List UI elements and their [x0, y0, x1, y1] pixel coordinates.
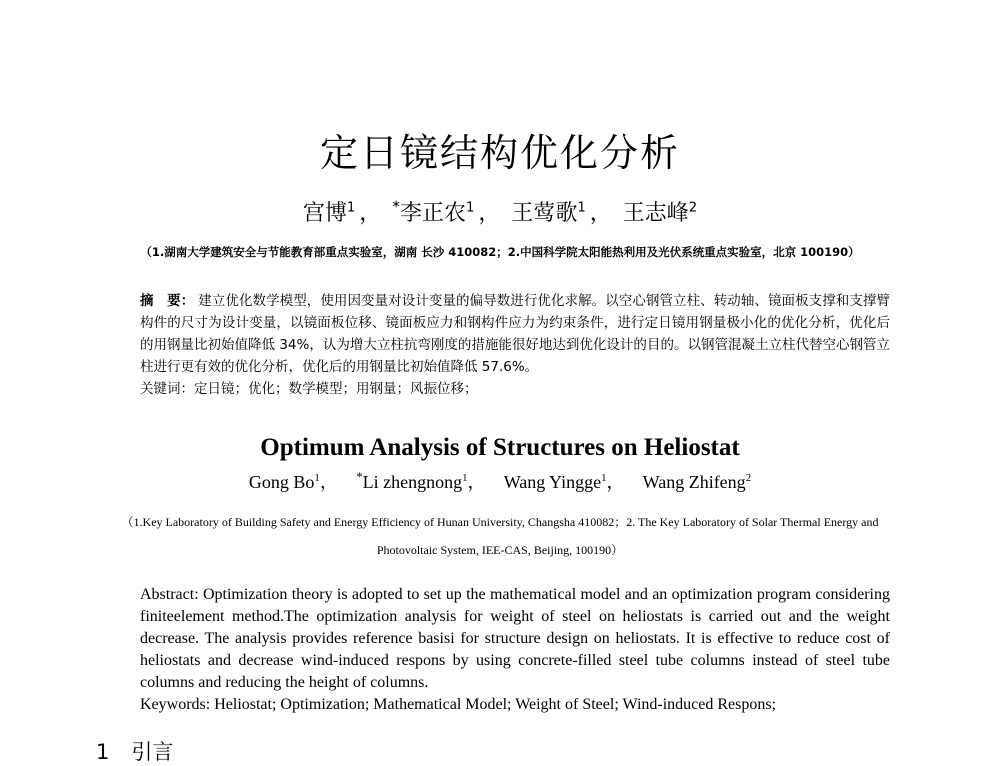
author-en-3: Wang Yingge$^1$ [503, 472, 607, 492]
affiliation-chinese: （1.湖南大学建筑安全与节能教育部重点实验室，湖南 长沙 410082；2.中国科学院太阳能热利用及光伏系统重点实验室，北京 100190） [140, 245, 860, 259]
authors-chinese: 宫博$^1$ ， *李正农$^1$ ， 王莺歌$^1$ ， 王志峰$^2$ [302, 197, 698, 226]
title-chinese: 定日镜结构优化分析 [319, 131, 680, 175]
affiliation-english [60, 508, 940, 564]
section-number: 1 [96, 740, 110, 764]
author-cn-4: 王志峰$^2$ [622, 200, 698, 226]
affiliation-en-line2: Photovoltaic System, IEE-CAS, Beijing, 100190） [376, 543, 624, 557]
author-en-2: *Li zhengnong$^1$ [356, 470, 468, 492]
author-cn-2: *李正农$^1$ [392, 197, 475, 226]
abstract-en-body: Abstract: Optimization theory is adopted to set up the mathematical model and an optimization program considering finiteelement method.The optimization analysis for weight of steel on heliostats is carried out and the weight decrease. The analysis provides reference basisi for structure design on heliostats. It is effective to reduce cost of heliostats and decrease wind-induced respons by using concrete-filled steel tube columns instead of steel tube columns and reducing the height of columns. [140, 586, 890, 691]
affiliation-en-line1: （1.Key Laboratory of Building Safety and Energy Efficiency of Hunan University, Changsha 410082；2. The Key Laboratory of Solar Thermal Energy and [121, 515, 879, 529]
section-title: 引言 [131, 740, 174, 764]
keywords-chinese: 关键词：定日镜；优化；数学模型；用钢量；风振位移； [140, 381, 478, 397]
author-en-1: Gong Bo$^1$ [248, 472, 320, 492]
keywords-english: Keywords: Heliostat; Optimization; Mathematical Model; Weight of Steel; Wind-induced Respons; [140, 696, 777, 713]
author-en-4: Wang Zhifeng$^2$ [642, 472, 752, 492]
title-english: Optimum Analysis of Structures on Heliostat [260, 434, 740, 461]
abstract-chinese [140, 290, 890, 400]
abstract-cn-body: 摘 要： 建立优化数学模型，使用因变量对设计变量的偏导数进行优化求解。以空心钢管立柱、转动轴、镜面板支撑和支撑臂构件的尺寸为设计变量，以镜面板位移、镜面板应力和钢构件应力为约束条件，进行定日镜用钢量极小化的优化分析，优化后的用钢量比初始值降低 34%，认为增大立柱抗弯刚度的措施能很好地达到优化设计的目的。以钢管混凝土立柱代替空心钢管立柱进行更有效的优化分析，优化后的用钢量比初始值降低 57.6%。 [140, 293, 891, 375]
author-cn-1: 宫博$^1$ [302, 200, 356, 226]
section-heading-introduction [96, 736, 173, 766]
abstract-english [140, 584, 890, 716]
author-cn-3: 王莺歌$^1$ [511, 200, 586, 226]
authors-english: Gong Bo$^1$， *Li zhengnong$^1$， Wang Yingge$^1$， Wang Zhifeng$^2$ [248, 470, 752, 492]
